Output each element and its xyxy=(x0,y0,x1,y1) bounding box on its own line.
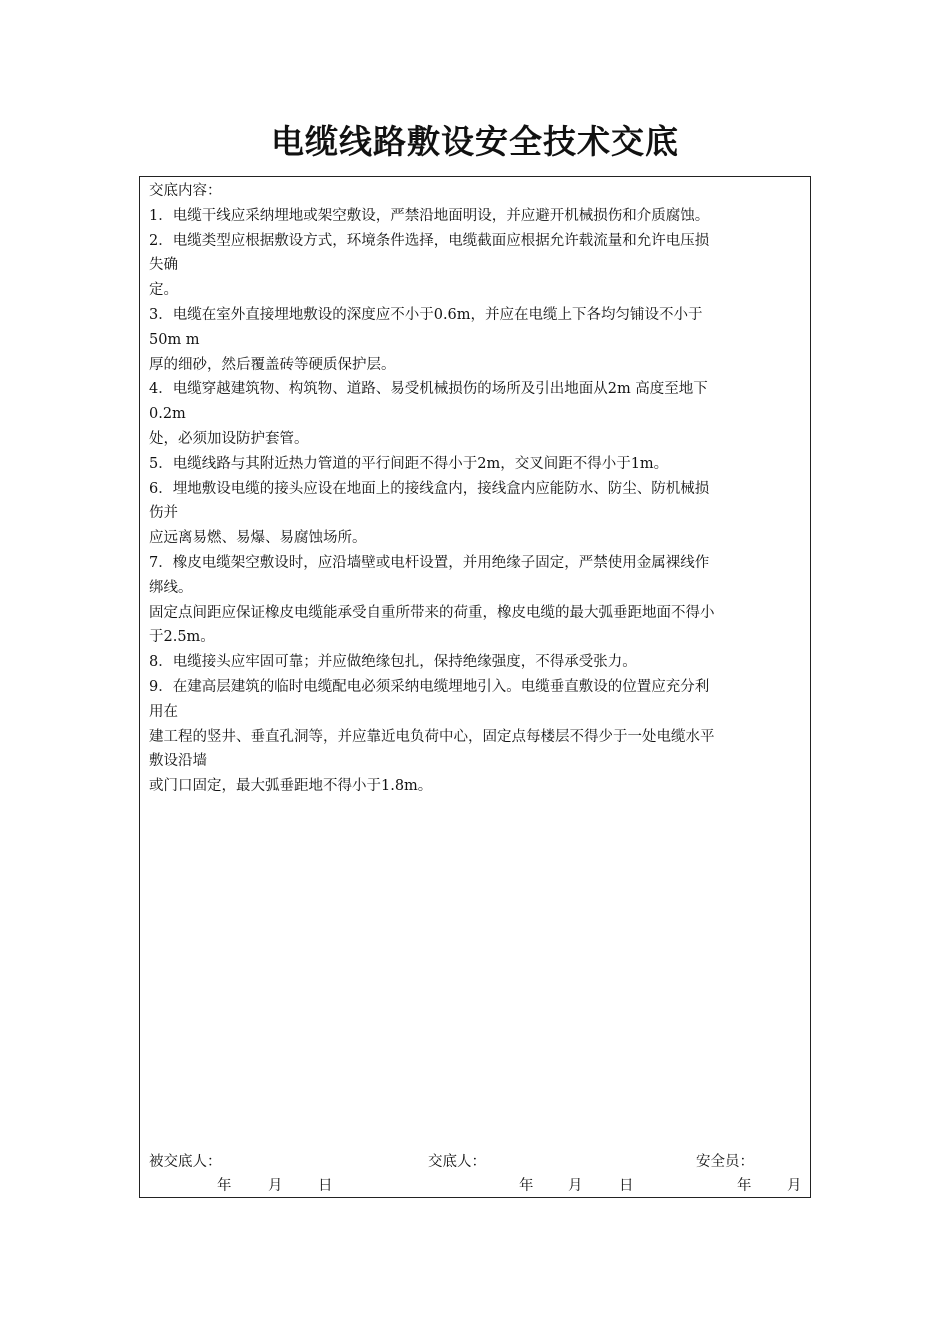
discloser-date-month: 月 xyxy=(568,1178,583,1194)
content-line: 6．埋地敷设电缆的接头应设在地面上的接线盒内，接线盒内应能防水、防尘、防机械损 xyxy=(149,480,710,497)
content-line: 4．电缆穿越建筑物、构筑物、道路、易受机械损伤的场所及引出地面从2m 高度至地下 xyxy=(149,381,708,398)
disclosure-box xyxy=(139,176,811,1198)
content-line: 于2.5m。 xyxy=(149,629,215,646)
content-line: 失确 xyxy=(149,257,178,274)
content-line: 1．电缆干线应采纳埋地或架空敷设，严禁沿地面明设，并应避开机械损伤和介质腐蚀。 xyxy=(149,207,710,224)
content-line: 处，必须加设防护套管。 xyxy=(149,430,309,447)
discloser-date-day: 日 xyxy=(619,1178,634,1194)
recipient-date-year: 年 xyxy=(217,1178,232,1194)
content-line: 敷设沿墙 xyxy=(149,753,207,770)
recipient-date-day: 日 xyxy=(318,1178,333,1194)
content-line: 5．电缆线路与其附近热力管道的平行间距不得小于2m，交叉间距不得小于1m。 xyxy=(149,455,669,472)
content-line: 固定点间距应保证橡皮电缆能承受自重所带来的荷重，橡皮电缆的最大弧垂距地面不得小 xyxy=(149,604,715,621)
content-line: 3．电缆在室外直接埋地敷设的深度应不小于0.6m，并应在电缆上下各均匀铺设不小于 xyxy=(149,306,703,323)
discloser-label: 交底人： xyxy=(428,1154,486,1170)
discloser-date-year: 年 xyxy=(519,1178,534,1194)
content-line: 厚的细砂，然后覆盖砖等硬质保护层。 xyxy=(149,356,396,373)
safety-date-year: 年 xyxy=(737,1178,752,1194)
content-line: 绑线。 xyxy=(149,579,193,596)
content-line: 50m m xyxy=(149,331,200,348)
signature-row xyxy=(140,1150,810,1174)
disclosure-content xyxy=(149,179,804,799)
content-line: 应远离易燃、易爆、易腐蚀场所。 xyxy=(149,530,367,547)
content-line: 建工程的竖井、垂直孔洞等，并应靠近电负荷中心，固定点每楼层不得少于一处电缆水平 xyxy=(149,728,715,745)
content-line: 伤并 xyxy=(149,505,178,522)
safety-date-month: 月 xyxy=(787,1178,802,1194)
content-line: 9．在建高层建筑的临时电缆配电必须采纳电缆埋地引入。电缆垂直敷设的位置应充分利 xyxy=(149,678,710,695)
document-title: 电缆线路敷设安全技术交底 xyxy=(271,122,679,161)
content-line: 8．电缆接头应牢固可靠；并应做绝缘包扎，保持绝缘强度，不得承受张力。 xyxy=(149,654,637,671)
content-line: 定。 xyxy=(149,282,178,299)
recipient-label: 被交底人： xyxy=(149,1154,222,1170)
content-line: 用在 xyxy=(149,703,178,720)
date-row xyxy=(140,1174,810,1198)
content-line: 或门口固定，最大弧垂距地不得小于1.8m。 xyxy=(149,778,433,795)
content-label: 交底内容： xyxy=(149,183,222,199)
content-line: 7．橡皮电缆架空敷设时，应沿墙壁或电杆设置，并用绝缘子固定，严禁使用金属裸线作 xyxy=(149,554,710,571)
recipient-date-month: 月 xyxy=(268,1178,283,1194)
safety-officer-label: 安全员： xyxy=(696,1154,754,1170)
content-line: 0.2m xyxy=(149,406,186,423)
content-line: 2．电缆类型应根据敷设方式，环境条件选择，电缆截面应根据允许载流量和允许电压损 xyxy=(149,232,710,249)
